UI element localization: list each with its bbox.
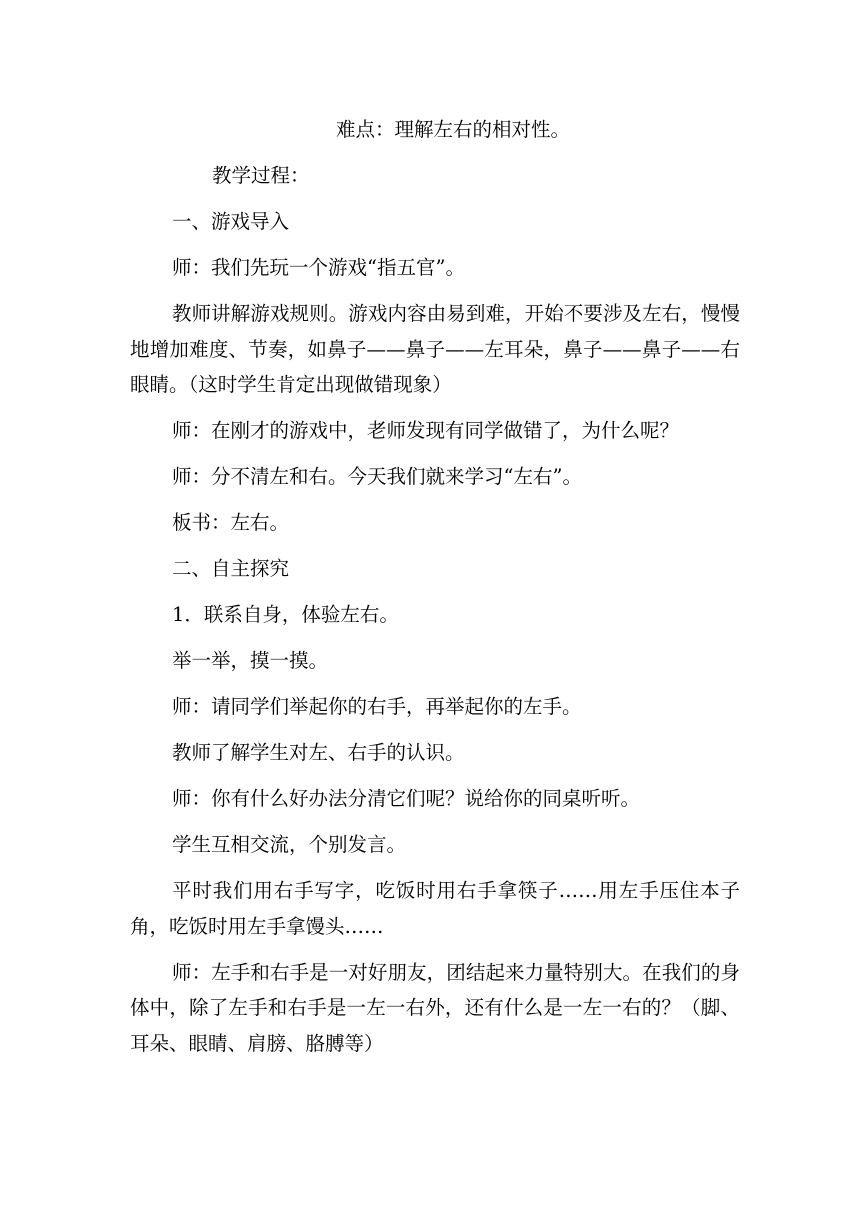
paragraph: 平时我们用右手写字，吃饭时用右手拿筷子……用左手压住本子角，吃饭时用左手拿馒头…… (130, 879, 740, 938)
paragraph: 教师讲解游戏规则。游戏内容由易到难，开始不要涉及左右，慢慢地增加难度、节奏，如鼻子——鼻子——左耳朵，鼻子——鼻子——右眼睛。（这时学生肯定出现做错现象） (130, 302, 740, 396)
paragraph: 师：左手和右手是一对好朋友，团结起来力量特别大。在我们的身体中，除了左手和右手是一左一右外，还有什么是一左一右的？（脚、耳朵、眼睛、肩膀、胳膊等） (130, 960, 740, 1055)
paragraph: 学生互相交流，个别发言。 (172, 833, 407, 856)
paragraph: 举一举，摸一摸。 (172, 649, 329, 672)
paragraph: 师：请同学们举起你的右手，再举起你的左手。 (172, 695, 582, 718)
paragraph: 师：我们先玩一个游戏“指五官”。 (172, 256, 465, 279)
paragraph: 师：分不清左和右。今天我们就来学习“左右”。 (172, 465, 582, 488)
section-heading-game-intro: 一、游戏导入 (172, 210, 290, 233)
section-heading-self-inquiry: 二、自主探究 (172, 557, 290, 580)
paragraph: 师：你有什么好办法分清它们呢？说给你的同桌听听。 (172, 787, 641, 810)
teaching-process-heading: 教学过程： (212, 164, 310, 187)
document-body (130, 112, 740, 1072)
difficulty-line: 难点：理解左右的相对性。 (335, 118, 570, 141)
paragraph: 教师了解学生对左、右手的认识。 (172, 741, 465, 764)
paragraph: 师：在刚才的游戏中，老师发现有同学做错了，为什么呢？ (172, 419, 680, 442)
paragraph: 板书：左右。 (172, 511, 290, 534)
paragraph: 1．联系自身，体验左右。 (172, 603, 399, 626)
